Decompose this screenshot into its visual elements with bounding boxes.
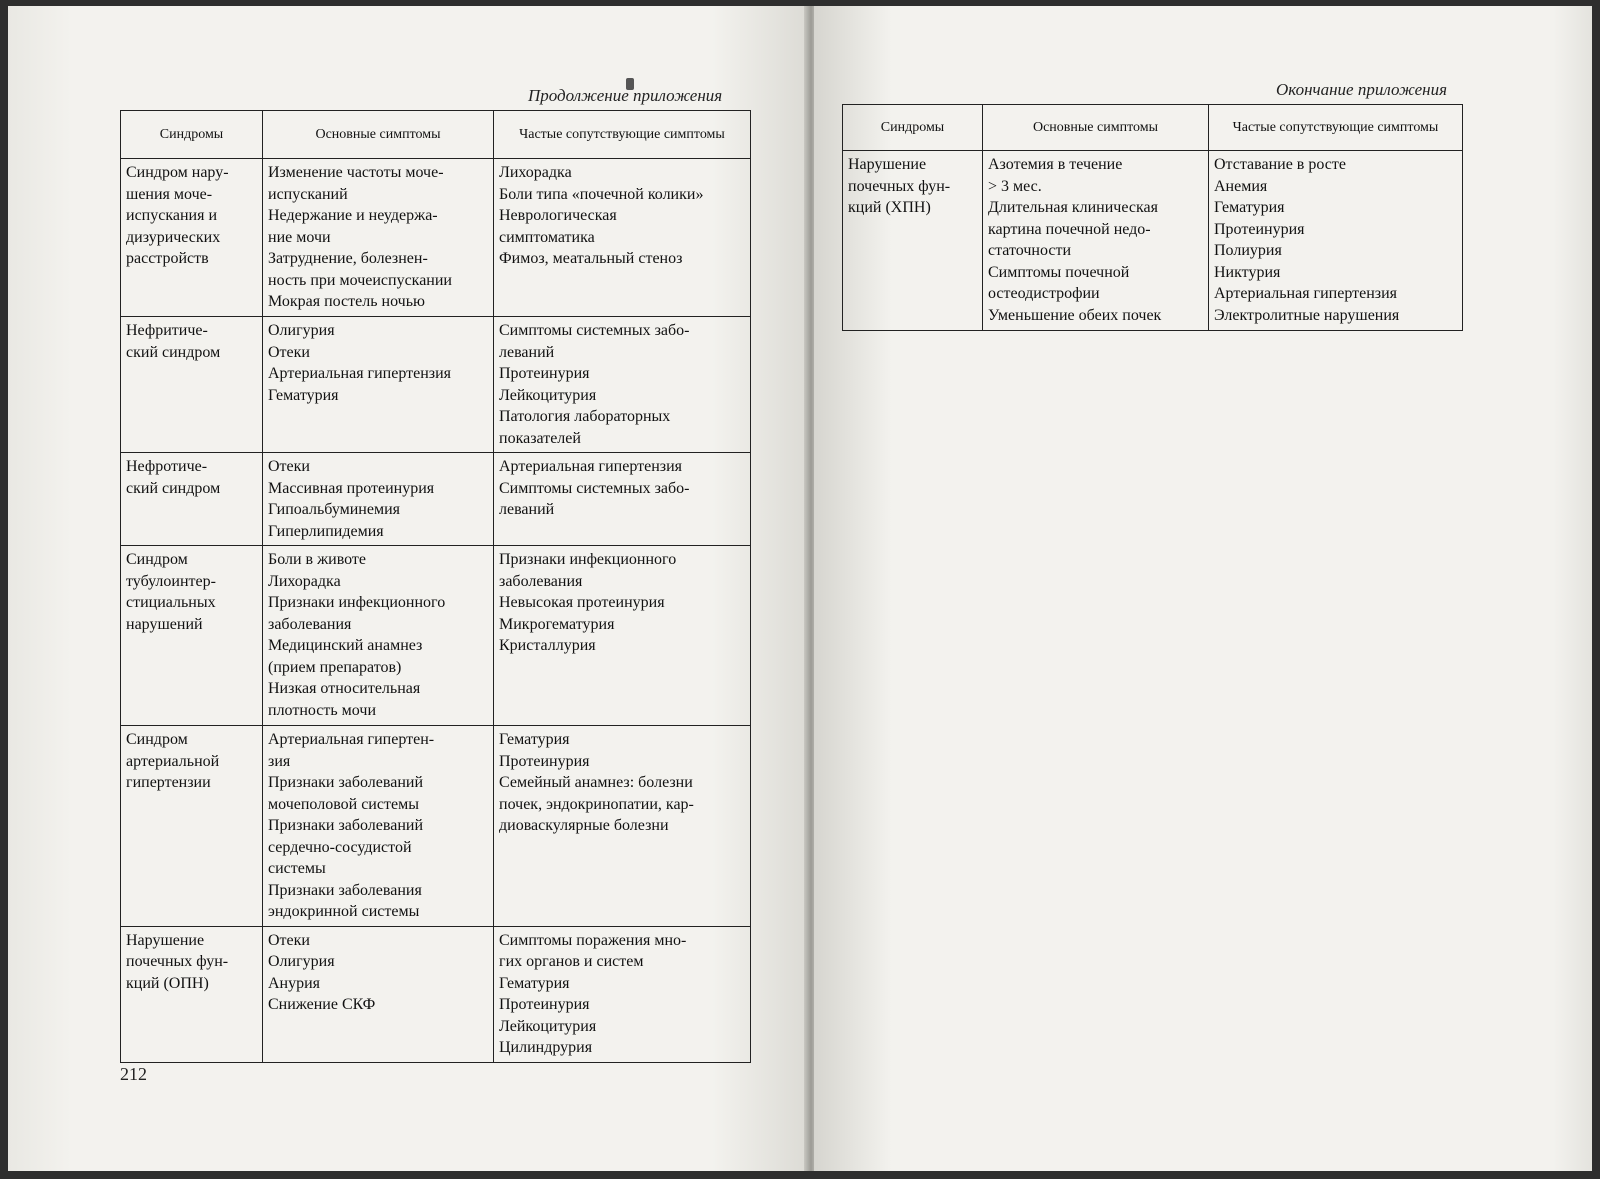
- table-row: [121, 726, 751, 927]
- syndrome-cell: Нефротиче- ский синдром: [121, 453, 263, 546]
- syndromes-table: [120, 110, 751, 1063]
- header-main-symptoms: Основные симптомы: [263, 111, 494, 159]
- right-page: [814, 6, 1592, 1171]
- table-row: [121, 453, 751, 546]
- right-page-caption: Окончание приложения: [1276, 80, 1448, 99]
- table-row: [121, 926, 751, 1062]
- left-page: [8, 6, 808, 1171]
- main-symptoms-cell: Отеки Массивная протеинурия Гипоальбуминемия Гиперлипидемия: [263, 453, 494, 546]
- main-symptoms-cell: Артериальная гипертен- зия Признаки заболеваний мочеполовой системы Признаки заболеваний сердечно-сосудистой системы Признаки заболевания эндокринной системы: [263, 726, 494, 927]
- header-main-symptoms: Основные симптомы: [983, 105, 1209, 151]
- accompanying-symptoms-cell: Признаки инфекционного заболевания Невысокая протеинурия Микрогематурия Кристаллурия: [494, 546, 751, 726]
- header-syndromes: Синдромы: [843, 105, 983, 151]
- accompanying-symptoms-cell: Лихорадка Боли типа «почечной колики» Неврологическая симптоматика Фимоз, меатальный стеноз: [494, 159, 751, 317]
- main-symptoms-cell: Отеки Олигурия Анурия Снижение СКФ: [263, 926, 494, 1062]
- syndrome-cell: Синдром артериальной гипертензии: [121, 726, 263, 927]
- syndromes-table-end: [842, 104, 1463, 331]
- header-syndromes: Синдромы: [121, 111, 263, 159]
- book-spread: [8, 6, 1592, 1171]
- table-row: [121, 546, 751, 726]
- accompanying-symptoms-cell: Гематурия Протеинурия Семейный анамнез: болезни почек, эндокринопатии, кар- диоваскулярные болезни: [494, 726, 751, 927]
- main-symptoms-cell: Боли в животе Лихорадка Признаки инфекционного заболевания Медицинский анамнез (прием препаратов) Низкая относительная плотность мочи: [263, 546, 494, 726]
- main-symptoms-cell: Изменение частоты моче- испусканий Недержание и неудержа- ние мочи Затруднение, болезнен- ность при мочеиспускании Мокрая постель ночью: [263, 159, 494, 317]
- syndrome-cell: Нефритиче- ский синдром: [121, 317, 263, 453]
- page-number: 212: [120, 1064, 147, 1084]
- accompanying-symptoms-cell: Артериальная гипертензия Симптомы системных забо- леваний: [494, 453, 751, 546]
- syndrome-cell: Нарушение почечных фун- кций (ОПН): [121, 926, 263, 1062]
- main-symptoms-cell: Азотемия в течение > 3 мес. Длительная клиническая картина почечной недо- статочности Симптомы почечной остеодистрофии Уменьшение обеих почек: [983, 151, 1209, 331]
- syndrome-cell: Синдром тубулоинтер- стициальных нарушений: [121, 546, 263, 726]
- syndrome-cell: Синдром нару- шения моче- испускания и дизурических расстройств: [121, 159, 263, 317]
- table-header-row: [121, 111, 751, 159]
- syndrome-cell: Нарушение почечных фун- кций (ХПН): [843, 151, 983, 331]
- accompanying-symptoms-cell: Симптомы системных забо- леваний Протеинурия Лейкоцитурия Патология лабораторных показателей: [494, 317, 751, 453]
- table-row: [121, 317, 751, 453]
- table-row: [121, 159, 751, 317]
- left-page-caption: Продолжение приложения: [528, 86, 723, 105]
- header-accompanying-symptoms: Частые сопутствующие симптомы: [494, 111, 751, 159]
- header-accompanying-symptoms: Частые сопутствующие симптомы: [1209, 105, 1463, 151]
- accompanying-symptoms-cell: Отставание в росте Анемия Гематурия Протеинурия Полиурия Никтурия Артериальная гипертензия Электролитные нарушения: [1209, 151, 1463, 331]
- main-symptoms-cell: Олигурия Отеки Артериальная гипертензия Гематурия: [263, 317, 494, 453]
- table-header-row: [843, 105, 1463, 151]
- accompanying-symptoms-cell: Симптомы поражения мно- гих органов и систем Гематурия Протеинурия Лейкоцитурия Цилиндрурия: [494, 926, 751, 1062]
- table-row: [843, 151, 1463, 331]
